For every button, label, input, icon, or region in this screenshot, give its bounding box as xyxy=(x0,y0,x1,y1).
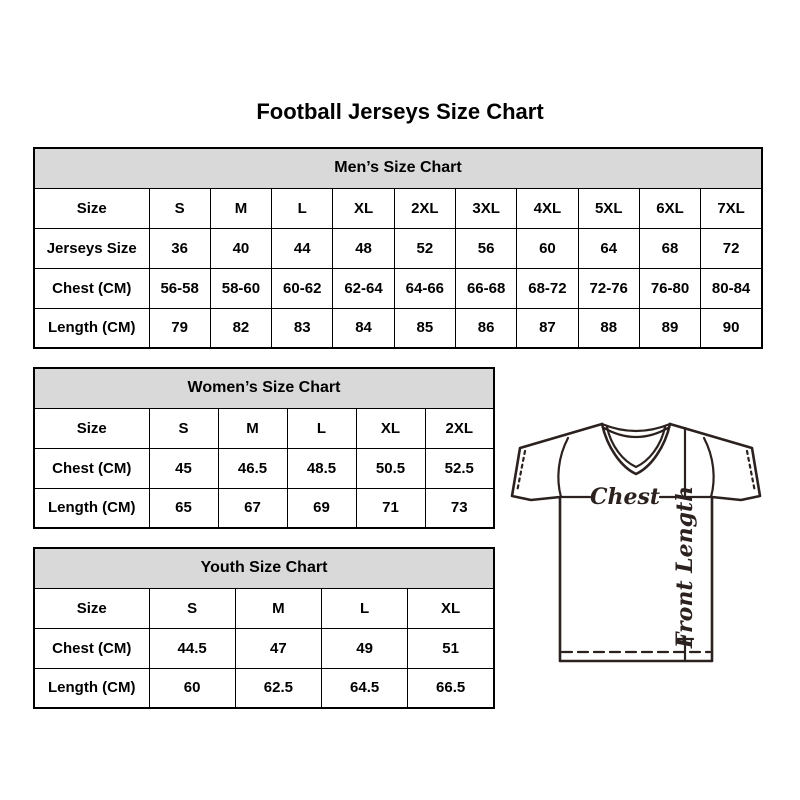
youth-row-header: Length (CM) xyxy=(34,668,149,708)
men-size-cell: 36 xyxy=(149,228,210,268)
youth-table-row xyxy=(34,628,494,668)
women-size-cell: 2XL xyxy=(425,408,494,448)
women-size-cell: S xyxy=(149,408,218,448)
men-size-cell: 7XL xyxy=(701,188,762,228)
men-size-cell: 2XL xyxy=(394,188,455,228)
youth-size-cell: XL xyxy=(408,588,494,628)
collar-back-line xyxy=(602,424,670,431)
men-size-cell: 89 xyxy=(639,308,700,348)
women-size-cell: 73 xyxy=(425,488,494,528)
women-size-cell: L xyxy=(287,408,356,448)
youth-size-cell: 51 xyxy=(408,628,494,668)
men-size-cell: 52 xyxy=(394,228,455,268)
womens-size-table xyxy=(33,367,495,529)
youth-size-cell: 62.5 xyxy=(235,668,321,708)
youth-size-cell: 64.5 xyxy=(322,668,408,708)
men-size-cell: 66-68 xyxy=(455,268,516,308)
youth-table-title: Youth Size Chart xyxy=(34,548,494,588)
men-size-cell: 60-62 xyxy=(272,268,333,308)
men-size-cell: 72-76 xyxy=(578,268,639,308)
men-row-header: Chest (CM) xyxy=(34,268,149,308)
men-size-cell: 56-58 xyxy=(149,268,210,308)
women-size-cell: 50.5 xyxy=(356,448,425,488)
men-size-cell: 40 xyxy=(210,228,271,268)
youth-table-row xyxy=(34,668,494,708)
men-size-cell: 6XL xyxy=(639,188,700,228)
men-size-cell: 72 xyxy=(701,228,762,268)
youth-size-cell: L xyxy=(322,588,408,628)
women-size-cell: 46.5 xyxy=(218,448,287,488)
youth-size-cell: 60 xyxy=(149,668,235,708)
men-table-row xyxy=(34,188,762,228)
men-size-cell: 80-84 xyxy=(701,268,762,308)
men-size-cell: 64-66 xyxy=(394,268,455,308)
men-size-cell: 86 xyxy=(455,308,516,348)
men-size-cell: 68-72 xyxy=(517,268,578,308)
men-size-cell: L xyxy=(272,188,333,228)
men-table-row xyxy=(34,268,762,308)
women-table-row xyxy=(34,408,494,448)
men-size-cell: 68 xyxy=(639,228,700,268)
men-row-header: Jerseys Size xyxy=(34,228,149,268)
men-size-cell: 48 xyxy=(333,228,394,268)
front-length-label: Front Length xyxy=(672,485,698,649)
youth-size-cell: 66.5 xyxy=(408,668,494,708)
right-armhole-seam-line xyxy=(704,438,714,497)
jersey-outline xyxy=(512,424,760,661)
men-row-header: Length (CM) xyxy=(34,308,149,348)
men-size-cell: 84 xyxy=(333,308,394,348)
youth-size-cell: M xyxy=(235,588,321,628)
men-size-cell: 88 xyxy=(578,308,639,348)
youth-row-header: Chest (CM) xyxy=(34,628,149,668)
men-row-header: Size xyxy=(34,188,149,228)
women-size-cell: 52.5 xyxy=(425,448,494,488)
men-size-cell: 4XL xyxy=(517,188,578,228)
left-armhole-seam-line xyxy=(558,438,568,497)
youth-size-cell: S xyxy=(149,588,235,628)
men-size-cell: 3XL xyxy=(455,188,516,228)
men-size-cell: 62-64 xyxy=(333,268,394,308)
women-row-header: Length (CM) xyxy=(34,488,149,528)
men-size-cell: 44 xyxy=(272,228,333,268)
chest-label: Chest xyxy=(589,484,661,510)
women-row-header: Chest (CM) xyxy=(34,448,149,488)
men-table-row xyxy=(34,308,762,348)
men-table-title: Men’s Size Chart xyxy=(34,148,762,188)
page-title: Football Jerseys Size Chart xyxy=(256,99,544,124)
youth-size-cell: 49 xyxy=(322,628,408,668)
men-size-cell: 76-80 xyxy=(639,268,700,308)
men-size-cell: 87 xyxy=(517,308,578,348)
men-size-cell: 85 xyxy=(394,308,455,348)
men-size-cell: 56 xyxy=(455,228,516,268)
men-size-cell: 58-60 xyxy=(210,268,271,308)
women-size-cell: M xyxy=(218,408,287,448)
women-size-cell: 65 xyxy=(149,488,218,528)
men-size-cell: 79 xyxy=(149,308,210,348)
mens-size-table xyxy=(33,147,763,349)
men-size-cell: 5XL xyxy=(578,188,639,228)
men-size-cell: M xyxy=(210,188,271,228)
youth-size-table xyxy=(33,547,495,709)
women-size-cell: 48.5 xyxy=(287,448,356,488)
women-row-header: Size xyxy=(34,408,149,448)
youth-row-header: Size xyxy=(34,588,149,628)
youth-size-cell: 44.5 xyxy=(149,628,235,668)
men-size-cell: S xyxy=(149,188,210,228)
women-size-cell: 45 xyxy=(149,448,218,488)
men-size-cell: 60 xyxy=(517,228,578,268)
jersey-measurement-diagram xyxy=(510,417,762,665)
men-size-cell: 90 xyxy=(701,308,762,348)
women-size-cell: 67 xyxy=(218,488,287,528)
youth-table-row xyxy=(34,588,494,628)
women-size-cell: 69 xyxy=(287,488,356,528)
men-size-cell: 64 xyxy=(578,228,639,268)
youth-size-cell: 47 xyxy=(235,628,321,668)
women-table-row xyxy=(34,448,494,488)
collar-inner-back-line xyxy=(604,428,668,437)
women-table-row xyxy=(34,488,494,528)
women-size-cell: 71 xyxy=(356,488,425,528)
men-size-cell: 83 xyxy=(272,308,333,348)
women-table-title: Women’s Size Chart xyxy=(34,368,494,408)
men-size-cell: 82 xyxy=(210,308,271,348)
men-size-cell: XL xyxy=(333,188,394,228)
women-size-cell: XL xyxy=(356,408,425,448)
men-table-row xyxy=(34,228,762,268)
